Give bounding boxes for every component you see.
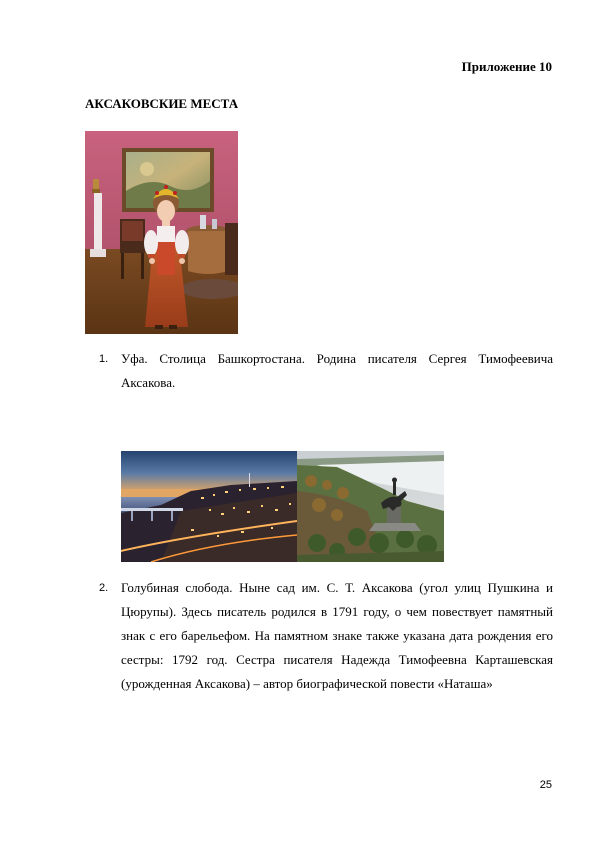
list-item-number: 1. [99, 353, 109, 365]
girl-in-costume-photo [85, 131, 238, 334]
list-item-number: 2. [99, 582, 109, 594]
list-item [85, 347, 553, 395]
list-item [85, 576, 553, 696]
monument-river-photo [297, 451, 444, 562]
list-item-text: Голубиная слобода. Ныне сад им. С. Т. Аксакова (угол улиц Пушкина и Цюрупы). Здесь писатель родился в 1791 году, о чем повествует памятный знак с его барельефом. На памятном знаке также указана дата рождения его сестры: 1792 год. Сестра писателя Надежда Тимофеевна Карташевская (урожденная Аксакова) – автор биографической повести «Наташа» [121, 580, 553, 691]
page-number: 25 [539, 779, 552, 791]
city-night-panorama-photo [121, 451, 297, 562]
appendix-label: Приложение 10 [461, 59, 552, 74]
list-item-text: Уфа. Столица Башкортостана. Родина писателя Сергея Тимофеевича Аксакова. [121, 351, 553, 390]
page-title: АКСАКОВСКИЕ МЕСТА [85, 96, 239, 111]
